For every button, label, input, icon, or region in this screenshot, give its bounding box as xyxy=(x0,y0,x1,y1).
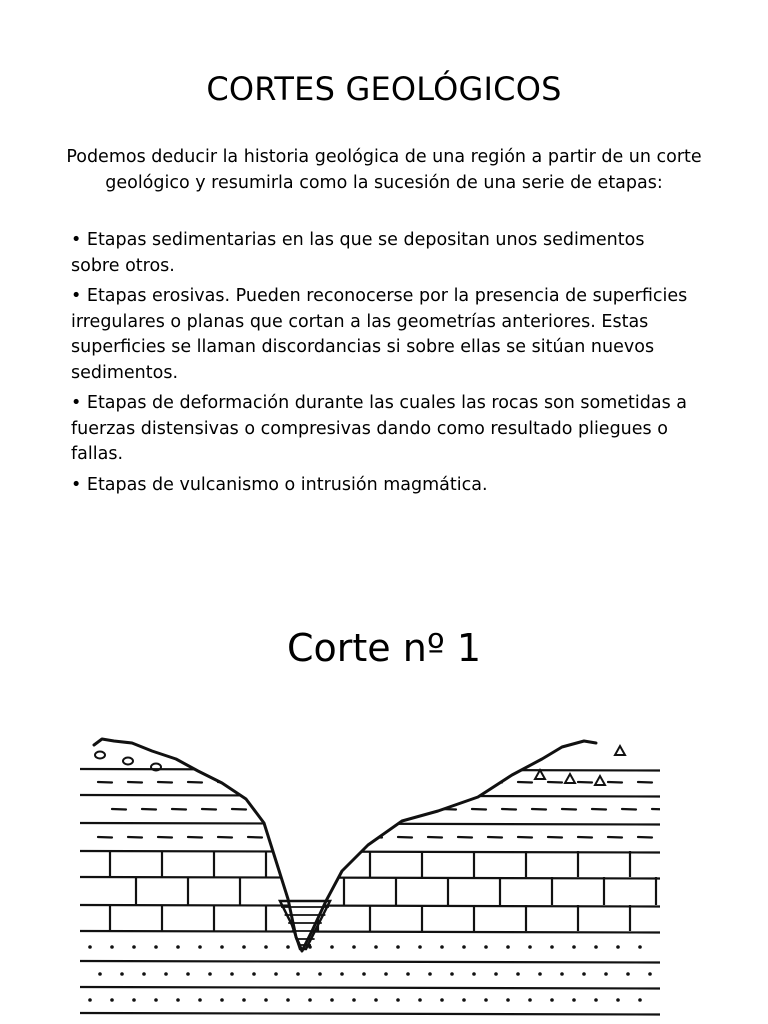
shale-dash xyxy=(608,837,622,838)
sand-dot xyxy=(406,972,410,976)
shale-dash xyxy=(202,809,216,810)
sand-dot xyxy=(374,945,378,949)
sand-dot xyxy=(132,998,136,1002)
breccia-fragment xyxy=(615,746,625,755)
sand-dot xyxy=(462,945,466,949)
shale-dash xyxy=(128,782,142,783)
shale-dash xyxy=(142,809,156,810)
shale-dash xyxy=(98,837,112,838)
sand-dot xyxy=(428,972,432,976)
sand-dot xyxy=(638,945,642,949)
shale-dash xyxy=(308,782,322,783)
sand-dot xyxy=(88,945,92,949)
shale-dash xyxy=(398,782,412,783)
sand-dot xyxy=(286,945,290,949)
sand-dot xyxy=(582,972,586,976)
sand-dot xyxy=(528,945,532,949)
intro-paragraph: Podemos deducir la historia geológica de una región a partir de un corte geológico y resumirla como la sucesión de una serie de etapas: xyxy=(66,147,702,193)
sand-dot xyxy=(176,998,180,1002)
sand-dot xyxy=(572,998,576,1002)
sand-dot xyxy=(176,945,180,949)
breccia-fragment xyxy=(565,774,575,783)
sand-dot xyxy=(198,998,202,1002)
sand-dot xyxy=(242,945,246,949)
sand-dot xyxy=(264,945,268,949)
sand-dot xyxy=(594,998,598,1002)
sand-dot xyxy=(440,998,444,1002)
shale-dash xyxy=(262,809,276,810)
sand-dot xyxy=(154,945,158,949)
sand-dot xyxy=(230,972,234,976)
sand-dot xyxy=(142,972,146,976)
sand-dot xyxy=(550,998,554,1002)
shale-dash xyxy=(188,782,202,783)
bedding-line xyxy=(80,987,660,989)
list-item: • Etapas erosivas. Pueden reconocerse por la presencia de superficies irregulares o planas que cortan a las geometrías anteriores. Estas superficies se llaman discordancias si sobre ellas se sitúan nuevos sedimentos. xyxy=(71,286,688,383)
sand-dot xyxy=(616,945,620,949)
sand-dot xyxy=(318,972,322,976)
shale-dash xyxy=(578,837,592,838)
shale-dash xyxy=(428,837,442,838)
sand-dot xyxy=(374,998,378,1002)
shale-dash xyxy=(232,809,246,810)
shale-dash xyxy=(292,809,306,810)
sand-dot xyxy=(242,998,246,1002)
sand-dot xyxy=(296,972,300,976)
sand-dot xyxy=(396,945,400,949)
sand-dot xyxy=(418,945,422,949)
list-item: • Etapas de vulcanismo o intrusión magmática. xyxy=(71,474,488,495)
sand-dot xyxy=(186,972,190,976)
sand-dot xyxy=(274,972,278,976)
sand-dot xyxy=(264,998,268,1002)
sand-dot xyxy=(132,945,136,949)
sand-dot xyxy=(352,945,356,949)
sand-dot xyxy=(572,945,576,949)
shale-dash xyxy=(548,782,562,783)
bedding-line xyxy=(80,823,660,825)
sand-dot xyxy=(516,972,520,976)
sand-dot xyxy=(648,972,652,976)
sand-dot xyxy=(594,945,598,949)
sand-dot xyxy=(330,945,334,949)
shale-dash xyxy=(398,837,412,838)
sand-dot xyxy=(484,945,488,949)
bedding-line xyxy=(80,1013,660,1015)
sand-dot xyxy=(220,945,224,949)
shale-dash xyxy=(158,782,172,783)
shale-dash xyxy=(112,809,126,810)
sand-dot xyxy=(120,972,124,976)
shale-dash xyxy=(322,809,336,810)
shale-dash xyxy=(158,837,172,838)
shale-dash xyxy=(458,782,472,783)
shale-dash xyxy=(458,837,472,838)
sand-dot xyxy=(528,998,532,1002)
shale-dash xyxy=(518,782,532,783)
bedding-line xyxy=(80,877,660,879)
breccia-fragment xyxy=(595,776,605,785)
shale-dash xyxy=(488,837,502,838)
sand-dot xyxy=(208,972,212,976)
sand-dot xyxy=(110,998,114,1002)
shale-dash xyxy=(338,782,352,783)
sand-dot xyxy=(154,998,158,1002)
sand-dot xyxy=(198,945,202,949)
sand-dot xyxy=(472,972,476,976)
shale-dash xyxy=(338,837,352,838)
sand-dot xyxy=(98,972,102,976)
shale-dash xyxy=(638,782,652,783)
sand-dot xyxy=(352,998,356,1002)
shale-dash xyxy=(188,837,202,838)
shale-dash xyxy=(518,837,532,838)
bedding-line xyxy=(80,769,660,771)
shale-dash xyxy=(308,837,322,838)
shale-dash xyxy=(412,809,426,810)
shale-dash xyxy=(248,782,262,783)
sand-dot xyxy=(340,972,344,976)
sand-dot xyxy=(638,998,642,1002)
shale-dash xyxy=(172,809,186,810)
shale-dash xyxy=(532,809,546,810)
pebble xyxy=(123,758,133,765)
sand-dot xyxy=(110,945,114,949)
list-item: • Etapas de deformación durante las cuales las rocas son sometidas a fuerzas distensivas o compresivas dando como resultado pliegues o fallas. xyxy=(71,393,688,464)
shale-dash xyxy=(278,837,292,838)
sand-dot xyxy=(384,972,388,976)
sand-dot xyxy=(440,945,444,949)
cross-section-drawing xyxy=(80,725,660,1024)
bedding-line xyxy=(80,931,660,933)
sand-dot xyxy=(450,972,454,976)
breccia-fragment xyxy=(535,770,545,779)
shale-dash xyxy=(382,809,396,810)
shale-dash xyxy=(98,782,112,783)
shale-dash xyxy=(472,809,486,810)
sand-dot xyxy=(604,972,608,976)
sand-dot xyxy=(252,972,256,976)
sand-dot xyxy=(88,998,92,1002)
shale-dash xyxy=(128,837,142,838)
shale-dash xyxy=(368,782,382,783)
rock-layers xyxy=(80,746,660,1015)
sand-dot xyxy=(330,998,334,1002)
sand-dot xyxy=(484,998,488,1002)
sand-dot xyxy=(506,998,510,1002)
geological-cross-section xyxy=(80,725,660,1024)
sand-dot xyxy=(308,998,312,1002)
shale-dash xyxy=(248,837,262,838)
topographic-surface xyxy=(94,739,596,951)
sand-dot xyxy=(550,945,554,949)
sand-dot xyxy=(396,998,400,1002)
bedding-line xyxy=(80,795,660,797)
shale-dash xyxy=(592,809,606,810)
shale-dash xyxy=(278,782,292,783)
sand-dot xyxy=(462,998,466,1002)
sand-dot xyxy=(164,972,168,976)
sand-dot xyxy=(506,945,510,949)
list-item: • Etapas sedimentarias en las que se depositan unos sedimentos sobre otros. xyxy=(71,230,645,276)
shale-dash xyxy=(622,809,636,810)
sand-dot xyxy=(418,998,422,1002)
shale-dash xyxy=(548,837,562,838)
pebble xyxy=(95,752,105,759)
sand-dot xyxy=(220,998,224,1002)
shale-dash xyxy=(638,837,652,838)
sand-dot xyxy=(616,998,620,1002)
sand-dot xyxy=(286,998,290,1002)
shale-dash xyxy=(428,782,442,783)
page-title: CORTES GEOLÓGICOS xyxy=(206,70,562,108)
shale-dash xyxy=(218,837,232,838)
shale-dash xyxy=(562,809,576,810)
sand-dot xyxy=(560,972,564,976)
stage-list xyxy=(71,228,691,503)
shale-dash xyxy=(502,809,516,810)
shale-dash xyxy=(352,809,366,810)
bedding-line xyxy=(80,961,660,963)
sand-dot xyxy=(626,972,630,976)
sand-dot xyxy=(538,972,542,976)
sand-dot xyxy=(362,972,366,976)
shale-dash xyxy=(652,809,660,810)
shale-dash xyxy=(608,782,622,783)
shale-dash xyxy=(578,782,592,783)
sand-dot xyxy=(494,972,498,976)
section-subtitle: Corte nº 1 xyxy=(286,626,481,670)
